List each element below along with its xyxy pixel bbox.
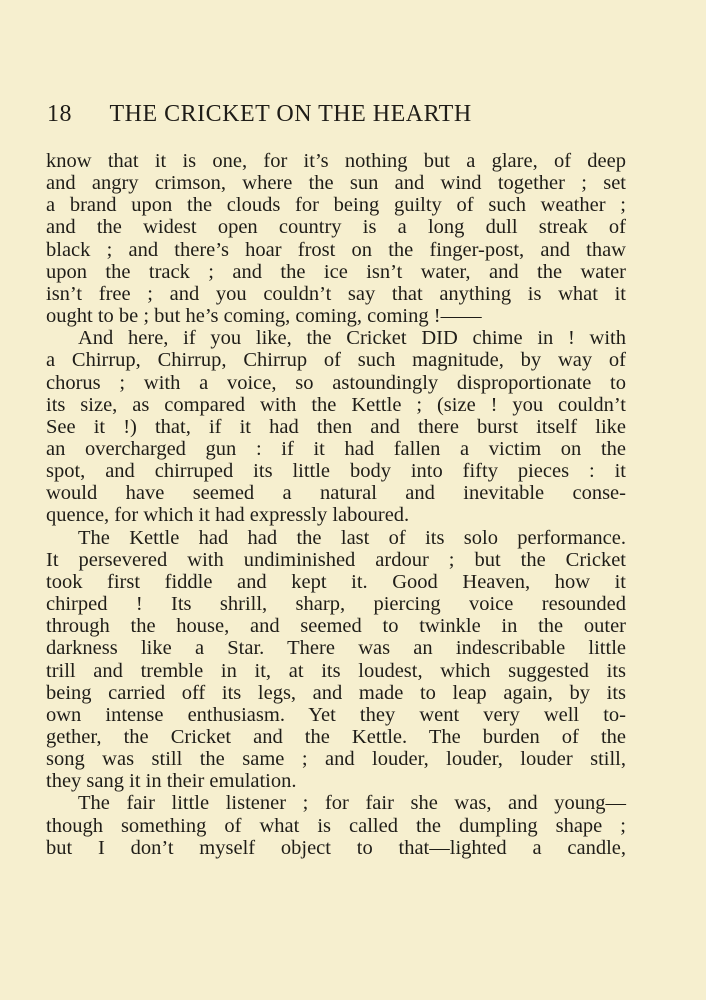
text-line: would have seemed a natural and inevitable conse- xyxy=(46,482,626,505)
book-title: THE CRICKET ON THE HEARTH xyxy=(109,101,472,127)
running-head xyxy=(47,101,667,131)
text-line: though something of what is called the dumpling shape ; xyxy=(46,814,626,837)
text-line: black ; and there’s hoar frost on the finger-post, and thaw xyxy=(46,238,626,261)
text-line: took first fiddle and kept it. Good Heaven, how it xyxy=(46,570,626,593)
text-line: own intense enthusiasm. Yet they went very well to- xyxy=(46,703,626,726)
text-line: its size, as compared with the Kettle ; (size ! you couldn’t xyxy=(46,393,626,416)
text-line: And here, if you like, the Cricket DID chime in ! with xyxy=(78,327,626,350)
page-number: 18 xyxy=(47,101,72,127)
text-line: spot, and chirruped its little body into fifty pieces : it xyxy=(46,460,626,483)
text-line: being carried off its legs, and made to leap again, by its xyxy=(46,681,626,704)
text-line: See it !) that, if it had then and there burst itself like xyxy=(46,415,626,438)
text-line: upon the track ; and the ice isn’t water, and the water xyxy=(46,260,626,283)
text-line: an overcharged gun : if it had fallen a victim on the xyxy=(46,437,626,460)
text-line: quence, for which it had expressly laboured. xyxy=(46,504,410,527)
text-line: gether, the Cricket and the Kettle. The burden of the xyxy=(46,725,626,748)
text-line: ought to be ; but he’s coming, coming, coming !—— xyxy=(46,305,482,327)
text-line: trill and tremble in it, at its loudest, which suggested its xyxy=(46,659,626,682)
text-line: know that it is one, for it’s nothing but a glare, of deep xyxy=(46,150,626,172)
text-line: through the house, and seemed to twinkle in the outer xyxy=(46,615,626,638)
text-line: chirped ! Its shrill, sharp, piercing voice resounded xyxy=(46,593,626,615)
text-line: a Chirrup, Chirrup, Chirrup of such magnitude, by way of xyxy=(46,349,626,372)
text-line: and the widest open country is a long dull streak of xyxy=(46,216,626,239)
text-line: a brand upon the clouds for being guilty of such weather ; xyxy=(46,194,626,217)
text-line: The fair little listener ; for fair she was, and young— xyxy=(78,792,626,815)
text-line: but I don’t myself object to that—lighted a candle, xyxy=(46,836,626,859)
text-line: song was still the same ; and louder, louder, louder still, xyxy=(46,748,626,770)
text-line: they sang it in their emulation. xyxy=(46,770,297,793)
text-line: chorus ; with a voice, so astoundingly disproportionate to xyxy=(46,371,626,394)
text-line: It persevered with undiminished ardour ; but the Cricket xyxy=(46,548,626,571)
text-line: The Kettle had had the last of its solo performance. xyxy=(78,526,626,549)
text-line: isn’t free ; and you couldn’t say that anything is what it xyxy=(46,282,626,305)
text-line: darkness like a Star. There was an indescribable little xyxy=(46,637,626,660)
text-line: and angry crimson, where the sun and wind together ; set xyxy=(46,172,626,195)
